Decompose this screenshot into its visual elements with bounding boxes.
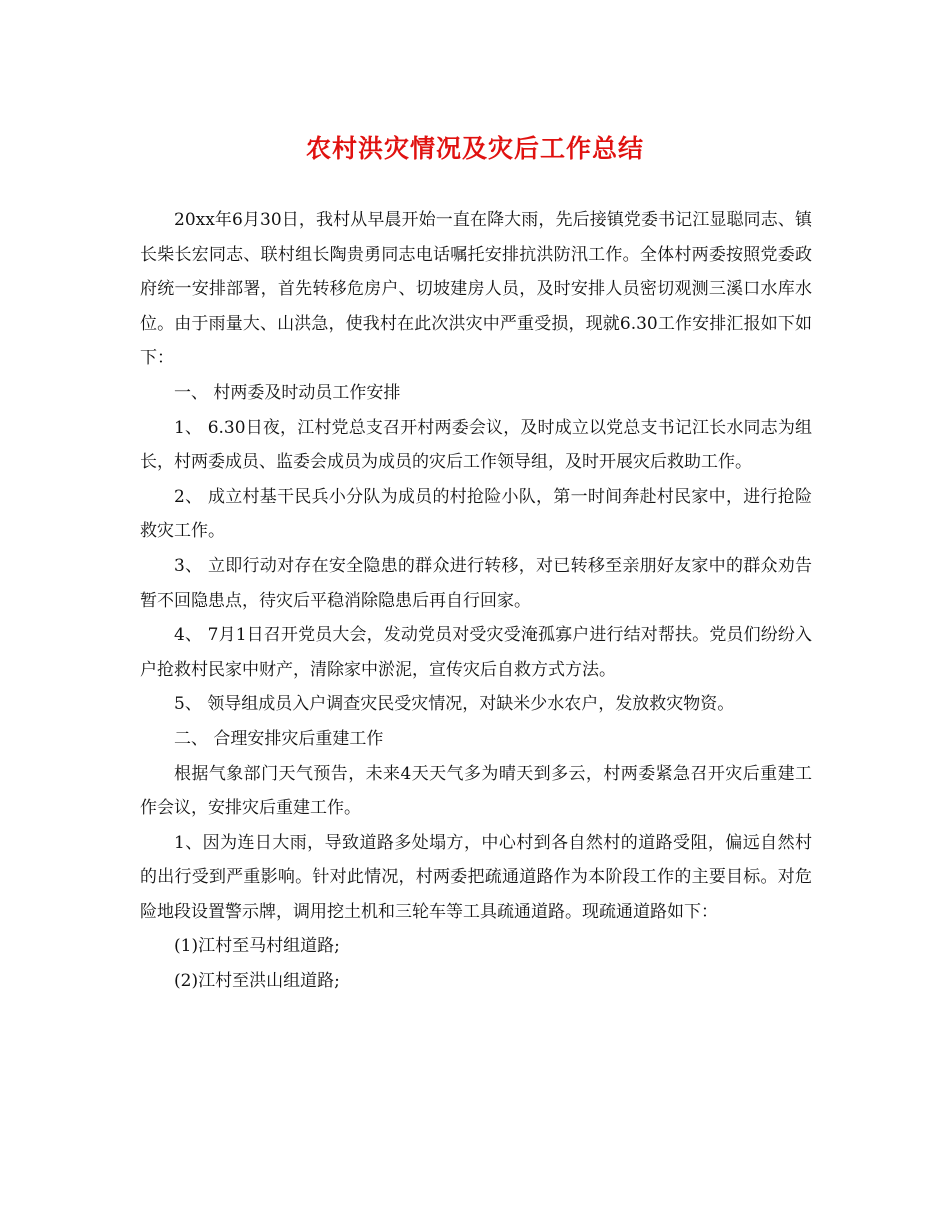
- list-item-3: 3、 立即行动对存在安全隐患的群众进行转移，对已转移至亲朋好友家中的群众劝告暂不回隐患点，待灾后平稳消除隐患后再自行回家。: [140, 555, 812, 611]
- paragraph-intro: 20xx年6月30日，我村从早晨开始一直在降大雨，先后接镇党委书记江显聪同志、镇长柴长宏同志、联村组长陶贵勇同志电话嘱托安排抗洪防汛工作。全体村两委按照党委政府统一安排部署，首先转移危房户、切坡建房人员，及时安排人员密切观测三溪口水库水位。由于雨量大、山洪急，使我村在此次洪灾中严重受损，现就6.30工作安排汇报如下如下：: [140, 210, 812, 369]
- list-item-5: 5、 领导组成员入户调查灾民受灾情况，对缺米少水农户，发放救灾物资。: [174, 694, 735, 715]
- list-item-roads: 1、因为连日大雨，导致道路多处塌方，中心村到各自然村的道路受阻，偏远自然村的出行受到严重影响。针对此情况，村两委把疏通道路作为本阶段工作的主要目标。对危险地段设置警示牌，调用挖土机和三轮车等工具疏通道路。现疏通道路如下：: [140, 832, 812, 922]
- paragraph-weather: 根据气象部门天气预告，未来4天天气多为晴天到多云，村两委紧急召开灾后重建工作会议，安排灾后重建工作。: [140, 763, 812, 819]
- list-item-2: 2、 成立村基干民兵小分队为成员的村抢险小队，第一时间奔赴村民家中，进行抢险救灾工作。: [140, 486, 812, 542]
- list-item-4: 4、 7月1日召开党员大会，发动党员对受灾受淹孤寡户进行结对帮扶。党员们纷纷入户抢救村民家中财产，清除家中淤泥，宣传灾后自救方式方法。: [140, 625, 812, 680]
- sub-item-1: (1)江村至马村组道路;: [174, 936, 340, 957]
- section-heading-1: 一、 村两委及时动员工作安排: [174, 382, 401, 403]
- list-item-1: 1、 6.30日夜，江村党总支召开村两委会议，及时成立以党总支书记江长水同志为组长，村两委成员、监委会成员为成员的灾后工作领导组，及时开展灾后救助工作。: [140, 417, 812, 473]
- document-title: 农村洪灾情况及灾后工作总结: [305, 134, 644, 163]
- sub-item-2: (2)江村至洪山组道路;: [174, 971, 340, 992]
- document-body: [140, 203, 812, 999]
- section-heading-2: 二、 合理安排灾后重建工作: [174, 728, 384, 749]
